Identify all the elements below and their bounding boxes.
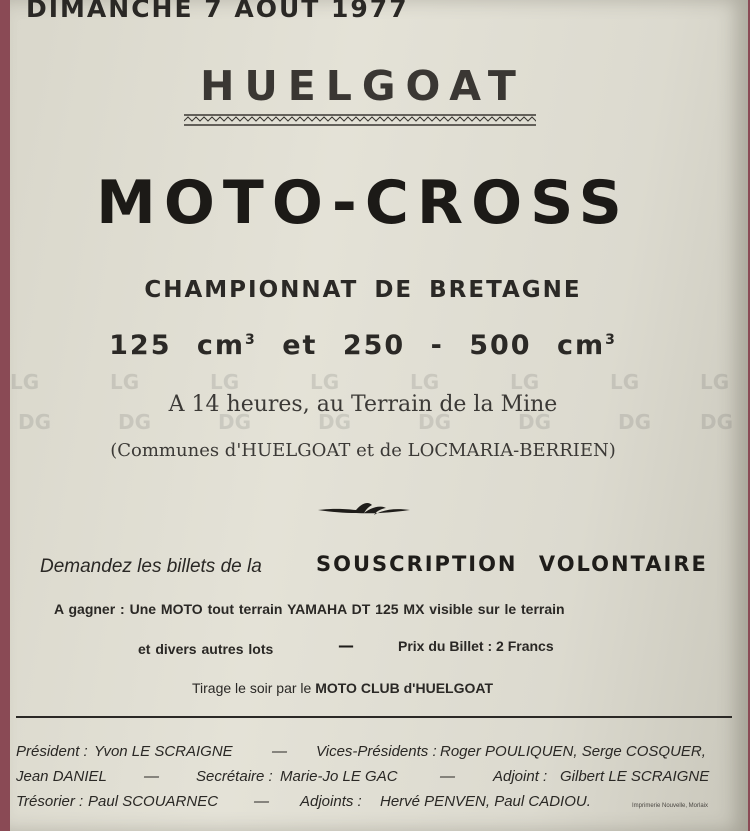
vice-names: Roger POULIQUEN, Serge COSQUER, <box>440 743 706 760</box>
ticket-price: Prix du Billet : 2 Francs <box>398 638 554 654</box>
staff-dash: — <box>272 743 287 760</box>
prize-line: A gagner : Une MOTO tout terrain YAMAHA DT 125 MX visible sur le terrain <box>54 601 565 617</box>
president-label: Président : <box>16 743 88 760</box>
deputies-label: Adjoints : <box>300 793 362 810</box>
prize-dash: — <box>338 636 354 655</box>
printer-credit: Imprimerie Nouvelle, Morlaix <box>632 803 709 809</box>
deputy-label: Adjoint : <box>493 768 548 785</box>
town-title: HUELGOAT <box>200 62 526 110</box>
deputy-name: Gilbert LE SCRAIGNE <box>560 768 710 785</box>
president-name: Yvon LE SCRAIGNE <box>94 743 233 760</box>
communes-line: (Communes d'HUELGOAT et de LOCMARIA-BERRIEN) <box>110 440 616 461</box>
class-125: 125 cm <box>109 330 246 361</box>
moto-club: MOTO CLUB d'HUELGOAT <box>315 680 493 696</box>
deputies-names: Hervé PENVEN, Paul CADIOU. <box>380 793 591 810</box>
treasurer-label: Trésorier : <box>16 793 84 810</box>
secretary-name: Marie-Jo LE GAC <box>280 768 398 785</box>
subscription-intro: Demandez les billets de la <box>40 556 262 577</box>
poster-sheet <box>10 0 748 831</box>
engine-classes: 125 $cm^3$ et 250 - 500 $cm^3$ <box>109 330 617 361</box>
watermark-band: LG DG LG DG LG DG LG DG LG DG LG DG LG DG LG DG <box>10 370 734 434</box>
class-conjunction: et <box>282 330 318 361</box>
event-title: MOTO-CROSS <box>96 168 630 238</box>
event-date: DIMANCHE 7 AOUT 1977 <box>26 0 409 23</box>
staff-dash: — <box>144 768 159 785</box>
divider <box>16 716 732 718</box>
vice-label: Vices-Présidents : <box>316 743 437 760</box>
staff-dash: — <box>440 768 455 785</box>
other-prizes: et divers autres lots <box>138 641 274 657</box>
ornament-icon <box>316 497 412 521</box>
decorative-underline <box>184 114 536 126</box>
staff-dash: — <box>254 793 269 810</box>
time-and-place: A 14 heures, au Terrain de la Mine <box>168 392 558 417</box>
secretary-label: Secrétaire : <box>196 768 273 785</box>
subscription-title: SOUSCRIPTION VOLONTAIRE <box>316 552 708 576</box>
championship-title: CHAMPIONNAT DE BRETAGNE <box>144 277 582 303</box>
draw-line: Tirage le soir par le MOTO CLUB d'HUELGOAT <box>192 680 493 696</box>
treasurer-name: Paul SCOUARNEC <box>88 793 219 810</box>
vice-name-2: Jean DANIEL <box>16 768 107 785</box>
class-250-500: 250 - 500 cm <box>342 330 606 361</box>
